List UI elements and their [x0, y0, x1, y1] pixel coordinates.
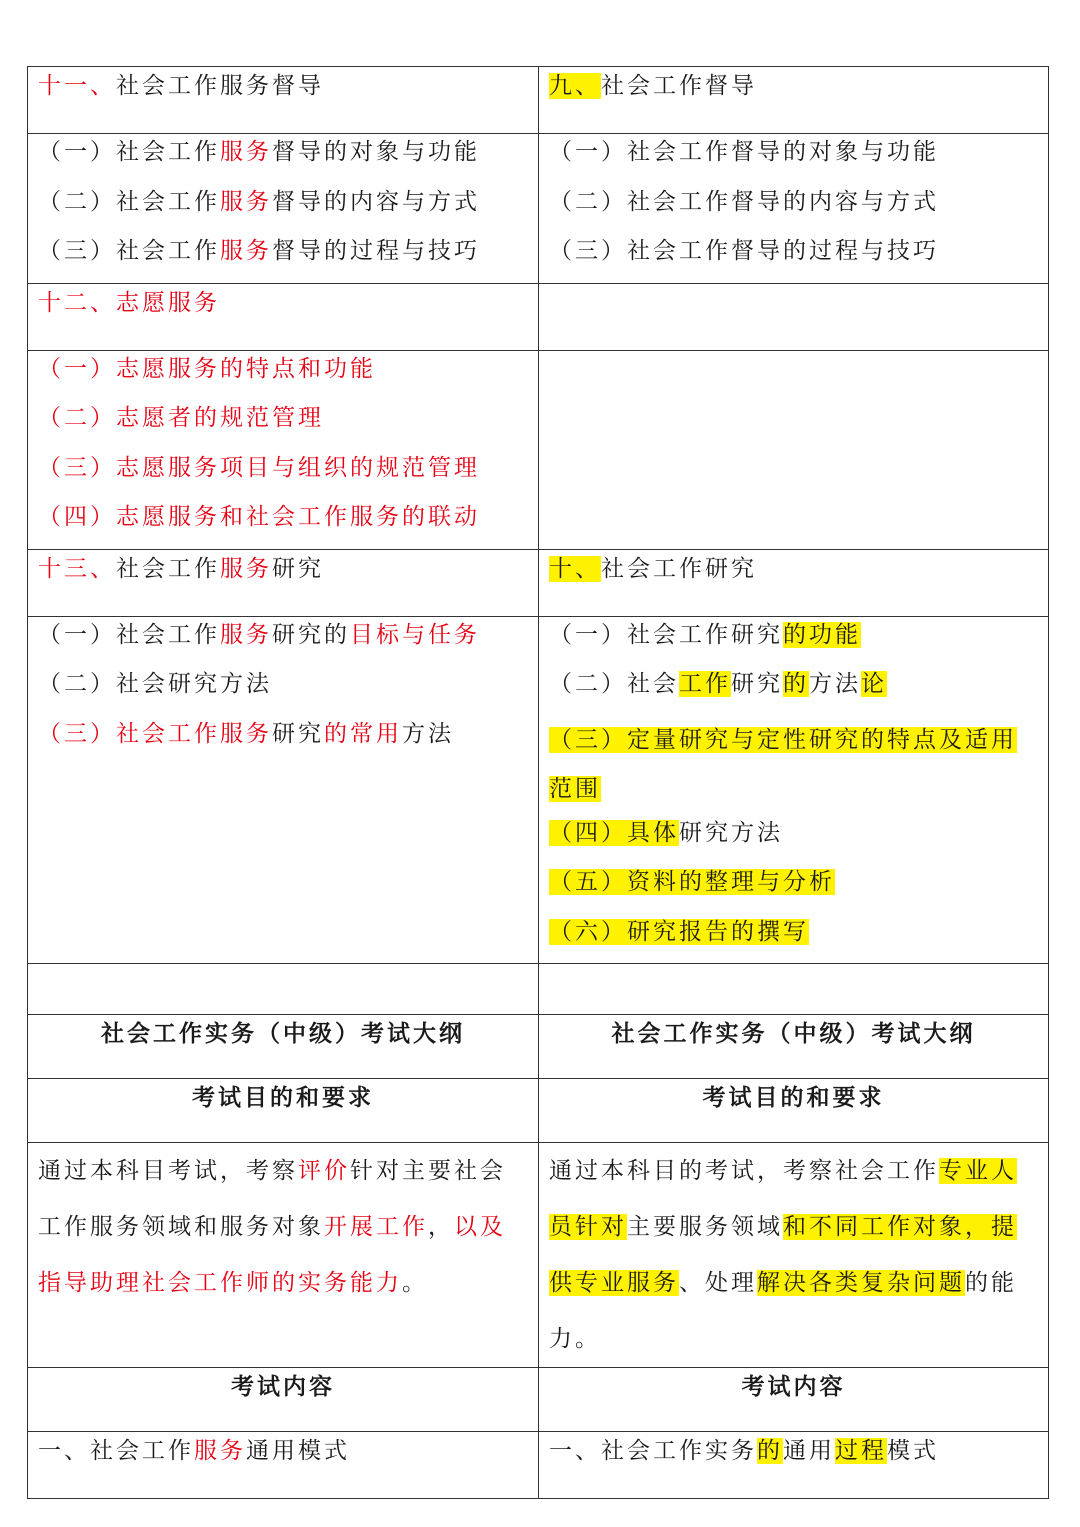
left-section-heading: 十三、社会工作服务研究 — [28, 549, 539, 616]
right-objective-text: 通过本科目的考试，考察社会工作专业人员针对主要服务领域和不同工作对象，提供专业服务、处理解决各类复杂问题的能力。 — [539, 1143, 1049, 1368]
left-objective-text: 通过本科目考试，考察评价针对主要社会工作服务领域和服务对象开展工作，以及指导助理社会工作师的实务能力。 — [28, 1143, 539, 1368]
table-row — [28, 1143, 1049, 1368]
list-item: （三）定量研究与定性研究的特点及适用范围 — [549, 726, 1017, 802]
right-empty-cell — [539, 350, 1049, 549]
table-row — [28, 616, 1049, 964]
right-item-list — [539, 616, 1049, 964]
list-item: （一）社会工作服务督导的对象与功能 — [38, 139, 480, 165]
left-item-list — [28, 134, 539, 284]
table-row — [28, 1015, 1049, 1079]
list-item: （三）社会工作服务研究的常用方法 — [38, 720, 454, 747]
heading-text: 服务 — [220, 73, 272, 99]
list-item: （一）社会工作督导的对象与功能 — [549, 139, 939, 165]
list-item: （四）具体研究方法 — [549, 819, 783, 846]
left-section-heading: 十二、志愿服务 — [28, 283, 539, 350]
list-item: （三）志愿服务项目与组织的规范管理 — [38, 454, 480, 481]
list-item: （二）社会工作研究的方法论 — [549, 671, 887, 697]
right-objective-heading: 考试目的和要求 — [539, 1079, 1049, 1143]
table-row — [28, 1432, 1049, 1499]
list-item: （四）志愿服务和社会工作服务的联动 — [38, 504, 480, 530]
left-syllabus-title: 社会工作实务（中级）考试大纲 — [28, 1015, 539, 1079]
list-item: （六）研究报告的撰写 — [549, 918, 809, 945]
list-item: （一）社会工作服务研究的目标与任务 — [38, 621, 480, 648]
left-objective-heading: 考试目的和要求 — [28, 1079, 539, 1143]
section-number: 十一、 — [38, 73, 116, 99]
right-empty-cell — [539, 283, 1049, 350]
left-section-heading: 一、社会工作服务通用模式 — [28, 1432, 539, 1499]
heading-text: 社会工作督导 — [601, 73, 757, 99]
table-row — [28, 1368, 1049, 1432]
table-row — [28, 350, 1049, 549]
list-item: （二）志愿者的规范管理 — [38, 405, 324, 431]
heading-text: 督导 — [272, 73, 324, 99]
left-content-heading: 考试内容 — [28, 1368, 539, 1432]
list-item: （一）社会工作研究的功能 — [549, 621, 861, 648]
table-row — [28, 549, 1049, 616]
empty-cell — [28, 964, 539, 1015]
list-item: （一）志愿服务的特点和功能 — [38, 355, 376, 382]
section-number: 十、 — [549, 555, 601, 582]
syllabus-comparison-table — [27, 66, 1049, 1499]
right-section-heading — [539, 67, 1049, 134]
table-row — [28, 283, 1049, 350]
right-section-heading: 十、社会工作研究 — [539, 549, 1049, 616]
empty-cell — [539, 964, 1049, 1015]
right-syllabus-title: 社会工作实务（中级）考试大纲 — [539, 1015, 1049, 1079]
right-section-heading: 一、社会工作实务的通用过程模式 — [539, 1432, 1049, 1499]
list-item: （三）社会工作督导的过程与技巧 — [549, 238, 939, 264]
list-item: （五）资料的整理与分析 — [549, 869, 835, 895]
list-item: （二）社会研究方法 — [38, 671, 272, 697]
right-content-heading: 考试内容 — [539, 1368, 1049, 1432]
section-number: 九、 — [549, 73, 601, 99]
section-number: 十三、 — [38, 555, 116, 582]
left-item-list — [28, 350, 539, 549]
list-item: （二）社会工作服务督导的内容与方式 — [38, 188, 480, 215]
list-item: （三）社会工作服务督导的过程与技巧 — [38, 238, 480, 264]
right-item-list — [539, 134, 1049, 284]
table-row — [28, 67, 1049, 134]
heading-text: 社会工作 — [116, 73, 220, 99]
left-item-list — [28, 616, 539, 964]
table-row — [28, 1079, 1049, 1143]
list-item: （二）社会工作督导的内容与方式 — [549, 188, 939, 215]
table-row — [28, 134, 1049, 284]
comparison-page — [27, 66, 1048, 1499]
table-row — [28, 964, 1049, 1015]
left-section-heading — [28, 67, 539, 134]
